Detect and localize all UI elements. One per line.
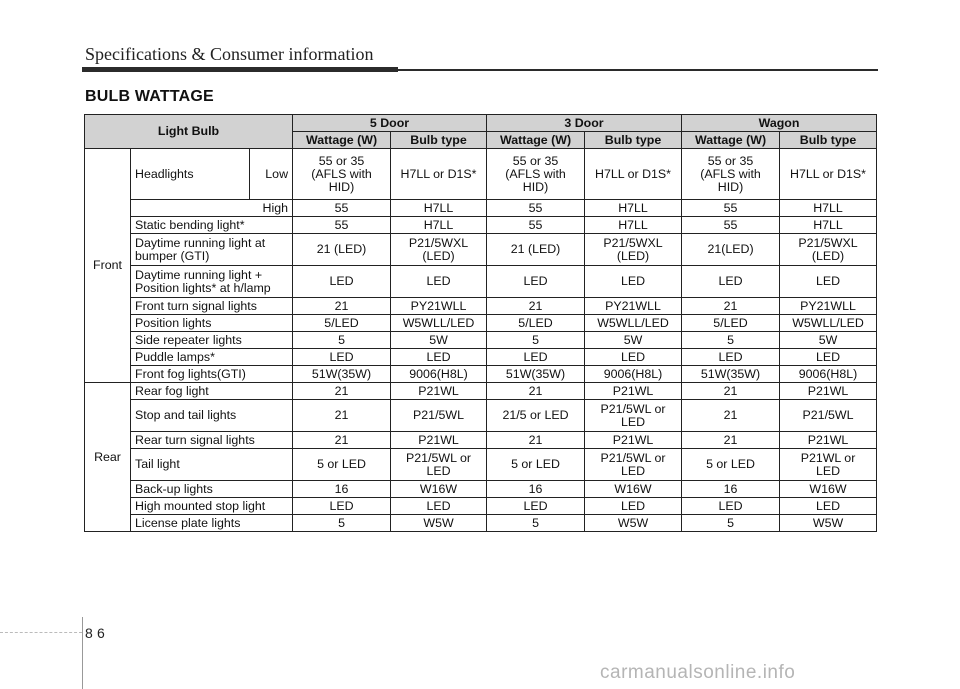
table-cell: H7LL — [391, 200, 487, 217]
table-cell: W5WLL/LED — [780, 315, 877, 332]
table-cell: P21/5WL — [780, 400, 877, 432]
table-cell: 5 — [682, 332, 780, 349]
table-cell: LED — [682, 349, 780, 366]
table-cell: P21/5WL — [391, 400, 487, 432]
subheader: Wattage (W) — [293, 132, 391, 149]
row-label: High mounted stop light — [131, 498, 293, 515]
header-group-wagon: Wagon — [682, 115, 877, 132]
table-row — [85, 400, 877, 432]
table-cell: 5 — [293, 515, 391, 532]
table-cell: P21WL — [391, 432, 487, 449]
table-cell: 21 (LED) — [487, 234, 585, 266]
table-cell: PY21WLL — [585, 298, 682, 315]
row-label: Daytime running light at bumper (GTI) — [131, 234, 293, 266]
watermark: carmanualsonline.info — [600, 662, 796, 683]
table-row — [85, 383, 877, 400]
table-cell: 16 — [487, 481, 585, 498]
table-cell: LED — [391, 266, 487, 298]
table-row — [85, 349, 877, 366]
table-cell: H7LL or D1S* — [391, 149, 487, 200]
table-cell: P21/5WL or LED — [391, 449, 487, 481]
table-cell: H7LL — [585, 217, 682, 234]
table-row — [85, 498, 877, 515]
table-cell: 55 or 35 (AFLS with HID) — [487, 149, 585, 200]
table-cell: 5 or LED — [682, 449, 780, 481]
table-cell: PY21WLL — [391, 298, 487, 315]
table-cell: LED — [487, 498, 585, 515]
table-cell: P21WL — [585, 383, 682, 400]
table-cell: 16 — [293, 481, 391, 498]
table-cell: P21WL — [585, 432, 682, 449]
table-cell: W5WLL/LED — [391, 315, 487, 332]
page-guide-line — [0, 632, 82, 633]
table-cell: 5 — [487, 332, 585, 349]
table-cell: 55 or 35 (AFLS with HID) — [293, 149, 391, 200]
row-label: Back-up lights — [131, 481, 293, 498]
table-cell: LED — [391, 498, 487, 515]
table-cell: 51W(35W) — [682, 366, 780, 383]
table-row — [85, 515, 877, 532]
table-cell: 21/5 or LED — [487, 400, 585, 432]
row-label: License plate lights — [131, 515, 293, 532]
header-light-bulb: Light Bulb — [85, 115, 293, 149]
table-cell: 9006(H8L) — [780, 366, 877, 383]
table-cell: 21 — [293, 298, 391, 315]
table-cell: 21 — [682, 400, 780, 432]
row-label: Front fog lights(GTI) — [131, 366, 293, 383]
table-row — [85, 332, 877, 349]
table-cell: 5 — [487, 515, 585, 532]
table-cell: LED — [487, 266, 585, 298]
table-cell: 5 — [682, 515, 780, 532]
table-cell: W5W — [585, 515, 682, 532]
table-cell: H7LL or D1S* — [780, 149, 877, 200]
table-row — [85, 149, 877, 200]
row-label: Tail light — [131, 449, 293, 481]
table-cell: P21/5WL or LED — [585, 400, 682, 432]
table-cell: 5 or LED — [487, 449, 585, 481]
header-group-3door: 3 Door — [487, 115, 682, 132]
table-cell: 55 — [487, 217, 585, 234]
table-cell: 21 (LED) — [293, 234, 391, 266]
table-cell: 9006(H8L) — [391, 366, 487, 383]
table-cell: 55 — [682, 217, 780, 234]
table-cell: 5/LED — [487, 315, 585, 332]
group-label-rear: Rear — [85, 383, 131, 532]
table-cell: 21 — [293, 383, 391, 400]
table-row — [85, 366, 877, 383]
row-label: Front turn signal lights — [131, 298, 293, 315]
table-cell: W5W — [780, 515, 877, 532]
table-cell: H7LL — [780, 200, 877, 217]
table-cell: LED — [780, 349, 877, 366]
table-cell: P21/5WXL (LED) — [391, 234, 487, 266]
table-cell: LED — [293, 349, 391, 366]
table-cell: P21WL — [780, 383, 877, 400]
section-title: BULB WATTAGE — [85, 88, 214, 105]
table-cell: 55 — [682, 200, 780, 217]
table-cell: 21 — [682, 383, 780, 400]
header-rule — [398, 69, 878, 71]
row-label-headlights: Headlights — [131, 149, 250, 200]
table-cell: LED — [391, 349, 487, 366]
table-cell: 55 — [487, 200, 585, 217]
table-row — [85, 315, 877, 332]
page-header-title: Specifications & Consumer information — [85, 44, 374, 64]
table-cell: P21WL — [780, 432, 877, 449]
table-row — [85, 200, 877, 217]
group-label-front: Front — [85, 149, 131, 383]
row-label: Static bending light* — [131, 217, 293, 234]
page-number-digit: 8 — [85, 625, 93, 641]
table-cell: 21 — [487, 432, 585, 449]
row-label: Puddle lamps* — [131, 349, 293, 366]
header-group-5door: 5 Door — [293, 115, 487, 132]
table-row — [85, 234, 877, 266]
table-cell: P21WL — [391, 383, 487, 400]
table-cell: LED — [780, 266, 877, 298]
subheader: Bulb type — [585, 132, 682, 149]
row-label: Position lights — [131, 315, 293, 332]
table-cell: H7LL — [391, 217, 487, 234]
table-cell: 51W(35W) — [487, 366, 585, 383]
table-cell: H7LL — [585, 200, 682, 217]
table-cell: W5W — [391, 515, 487, 532]
table-cell: 9006(H8L) — [585, 366, 682, 383]
table-cell: LED — [780, 498, 877, 515]
table-cell: 21 — [293, 400, 391, 432]
table-row — [85, 266, 877, 298]
table-cell: PY21WLL — [780, 298, 877, 315]
table-cell: P21/5WXL (LED) — [780, 234, 877, 266]
page-number-digit: 6 — [97, 625, 105, 641]
table-cell: 5W — [780, 332, 877, 349]
table-cell: LED — [487, 349, 585, 366]
table-cell: 16 — [682, 481, 780, 498]
table-cell: W5WLL/LED — [585, 315, 682, 332]
table-cell: LED — [293, 266, 391, 298]
subheader: Bulb type — [391, 132, 487, 149]
table-cell: 5/LED — [293, 315, 391, 332]
table-cell: LED — [585, 349, 682, 366]
table-row — [85, 298, 877, 315]
table-cell: 5 — [293, 332, 391, 349]
table-cell: 5W — [585, 332, 682, 349]
table-cell: 55 — [293, 200, 391, 217]
row-sublabel-high: High — [131, 200, 293, 217]
table-cell: LED — [682, 266, 780, 298]
row-label: Rear fog light — [131, 383, 293, 400]
table-row — [85, 432, 877, 449]
header-bar — [82, 67, 398, 72]
table-row — [85, 449, 877, 481]
table-cell: W16W — [780, 481, 877, 498]
table-cell: H7LL — [780, 217, 877, 234]
subheader: Bulb type — [780, 132, 877, 149]
table-cell: P21/5WXL (LED) — [585, 234, 682, 266]
table-cell: P21WL or LED — [780, 449, 877, 481]
table-cell: LED — [585, 498, 682, 515]
table-cell: 55 or 35 (AFLS with HID) — [682, 149, 780, 200]
table-cell: 5W — [391, 332, 487, 349]
table-cell: 5/LED — [682, 315, 780, 332]
table-cell: P21/5WL or LED — [585, 449, 682, 481]
page-number — [85, 625, 109, 641]
table-cell: 21(LED) — [682, 234, 780, 266]
subheader: Wattage (W) — [487, 132, 585, 149]
row-label: Daytime running light + Position lights* at h/lamp — [131, 266, 293, 298]
table-cell: 55 — [293, 217, 391, 234]
table-cell: 21 — [682, 298, 780, 315]
table-cell: H7LL or D1S* — [585, 149, 682, 200]
row-label: Side repeater lights — [131, 332, 293, 349]
row-label: Rear turn signal lights — [131, 432, 293, 449]
table-cell: 21 — [487, 298, 585, 315]
page-divider — [82, 617, 83, 689]
row-label: Stop and tail lights — [131, 400, 293, 432]
table-cell: 51W(35W) — [293, 366, 391, 383]
table-cell: W16W — [391, 481, 487, 498]
table-cell: 21 — [682, 432, 780, 449]
subheader: Wattage (W) — [682, 132, 780, 149]
table-cell: 5 or LED — [293, 449, 391, 481]
table-cell: 21 — [293, 432, 391, 449]
table-cell: LED — [293, 498, 391, 515]
bulb-wattage-table — [84, 114, 877, 532]
table-cell: 21 — [487, 383, 585, 400]
table-cell: LED — [682, 498, 780, 515]
table-cell: W16W — [585, 481, 682, 498]
table-cell: LED — [585, 266, 682, 298]
table-row — [85, 481, 877, 498]
row-sublabel-low: Low — [250, 149, 293, 200]
table-row — [85, 217, 877, 234]
